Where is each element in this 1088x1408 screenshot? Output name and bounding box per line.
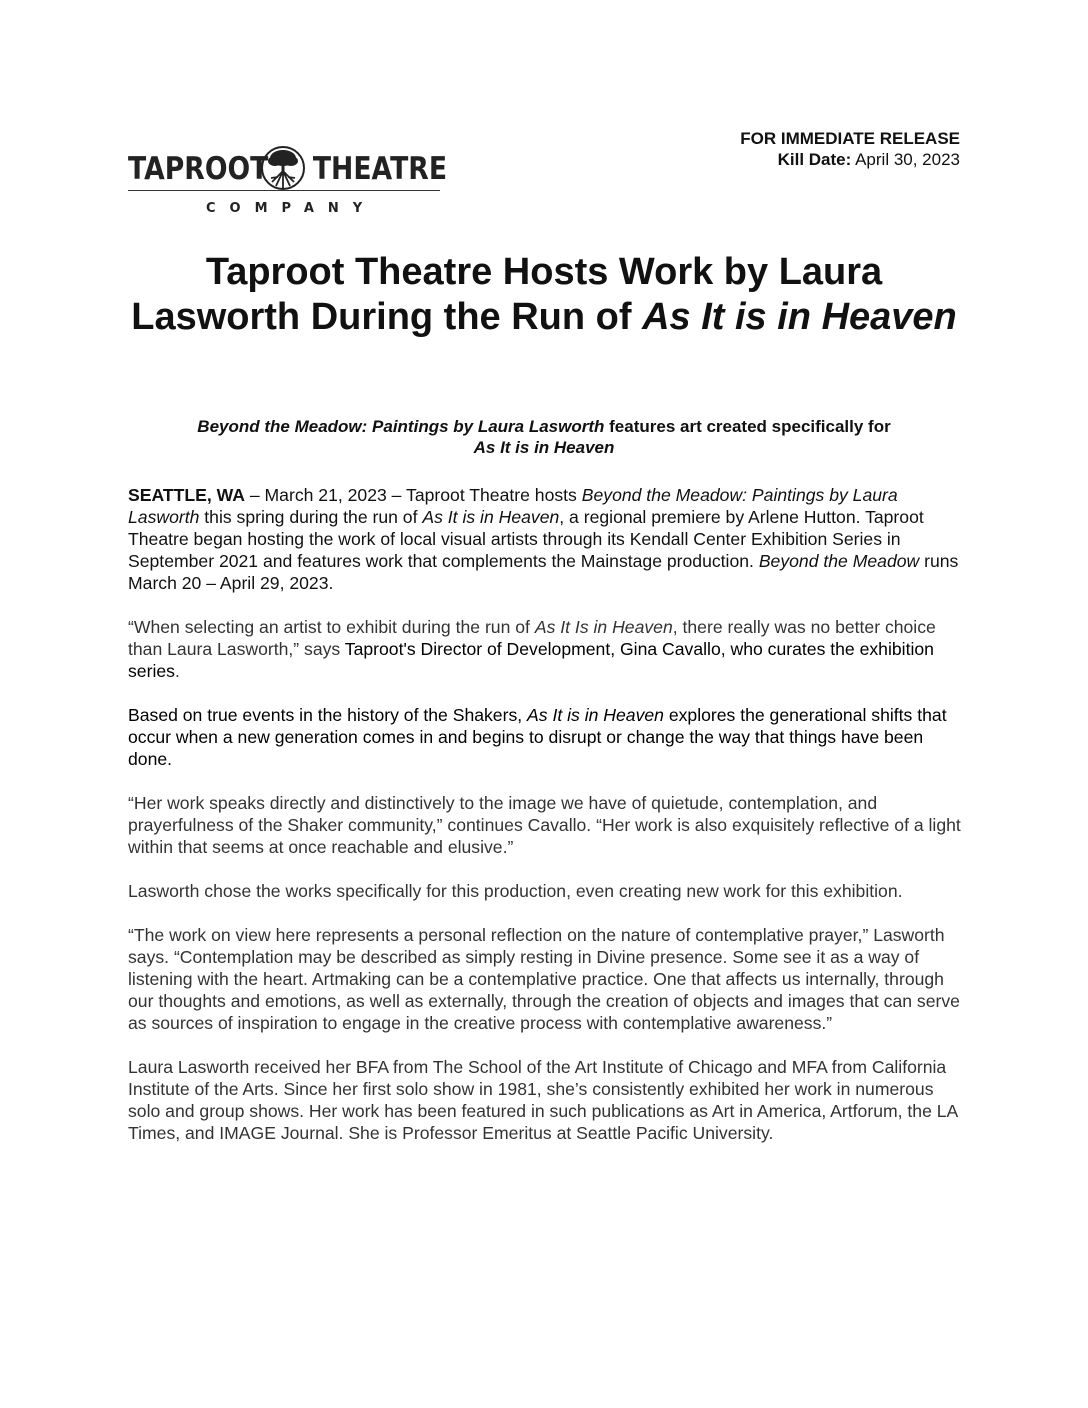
kill-date-label: Kill Date:	[777, 150, 852, 169]
quote-text-end: .	[174, 661, 180, 681]
taproot-theatre-logo	[128, 144, 448, 224]
paragraph-curator-quote	[128, 616, 968, 682]
release-status: FOR IMMEDIATE RELEASE	[740, 129, 960, 148]
quote-play-title: As It Is in Heaven	[534, 617, 673, 637]
intro-exhibit-short: Beyond the Meadow	[758, 551, 920, 571]
quote-text-2: , there really was no better choice than Laura Lasworth,” says	[128, 617, 936, 659]
release-info	[740, 128, 960, 170]
tree-roots-icon	[254, 144, 312, 194]
headline	[128, 250, 960, 340]
shakers-play-title: As It is in Heaven	[527, 705, 664, 725]
shakers-text-1: Based on true events in the history of the Shakers,	[128, 705, 528, 725]
intro-text-3: , a regional premiere by Arlene Hutton. Taproot Theatre began hosting the work of local visual artists through its Kendall Center Exhibition Series in September 2021 and features work that complements the Mainstage production.	[128, 507, 924, 571]
kill-date-value: April 30, 2023	[851, 150, 960, 169]
headline-play-title: As It is in Heaven	[642, 296, 957, 338]
intro-exhibit-title: Beyond the Meadow: Paintings by Laura Lasworth	[128, 485, 898, 527]
quote-text-1: “When selecting an artist to exhibit during the run of	[128, 617, 535, 637]
shakers-text-2: explores the generational shifts that occur when a new generation comes in and begins to disrupt or change the way that things have been done.	[128, 705, 947, 769]
intro-text-2: this spring during the run of	[199, 507, 423, 527]
paragraph-shakers	[128, 704, 968, 770]
subhead-play-title: As It is in Heaven	[473, 438, 615, 457]
paragraph-bio: Laura Lasworth received her BFA from The School of the Art Institute of Chicago and MFA from California Institute of the Arts. Since her first solo show in 1981, she’s consistently exhibited her work in numerous solo and group shows. Her work has been featured in such publications as Art in America, Artforum, the LA Times, and IMAGE Journal. She is Professor Emeritus at Seattle Pacific University.	[128, 1057, 958, 1143]
subhead-line-1	[128, 416, 960, 437]
intro-play-title: As It is in Heaven	[422, 507, 560, 527]
intro-text-4: runs March 20 – April 29, 2023.	[128, 551, 959, 593]
kill-date	[740, 149, 960, 170]
press-release-body	[128, 484, 968, 1166]
logo-word-company: COMPANY	[206, 201, 377, 216]
paragraph-cavallo-quote: “Her work speaks directly and distinctively to the image we have of quietude, contemplation, and prayerfulness of the Shaker community,” continues Cavallo. “Her work is also exquisitely reflective of a light within that seems at once reachable and elusive.”	[128, 793, 961, 857]
logo-word-theatre: THEATRE	[313, 151, 448, 187]
paragraph-lasworth-quote: “The work on view here represents a personal reflection on the nature of contemplative prayer,” Lasworth says. “Contemplation may be described as simply resting in Divine presence. Some see it as a way of listening with the heart. Artmaking can be a contemplative practice. One that affects us internally, through our thoughts and emotions, as well as externally, through the creation of objects and images that can serve as sources of inspiration to engage in the creative process with contemplative awareness.”	[128, 925, 960, 1033]
headline-text: Taproot Theatre Hosts Work by Laura Lasworth During the Run of	[131, 251, 883, 338]
logo-word-taproot: TAPROOT	[128, 151, 269, 187]
subhead-text: features art created specifically for	[604, 417, 891, 436]
logo-rule	[128, 190, 440, 191]
subhead-line-2	[128, 437, 960, 458]
intro-text-1: – March 21, 2023 – Taproot Theatre hosts	[244, 485, 582, 505]
dateline: SEATTLE, WA	[128, 485, 245, 505]
subheadline	[128, 416, 960, 458]
quote-attribution: Taproot's Director of Development, Gina Cavallo, who curates the exhibition series	[128, 639, 934, 681]
paragraph-intro	[128, 484, 968, 594]
paragraph-works-chosen: Lasworth chose the works specifically for this production, even creating new work for this exhibition.	[128, 881, 903, 901]
subhead-exhibit-title: Beyond the Meadow: Paintings by Laura Lasworth	[197, 417, 605, 436]
